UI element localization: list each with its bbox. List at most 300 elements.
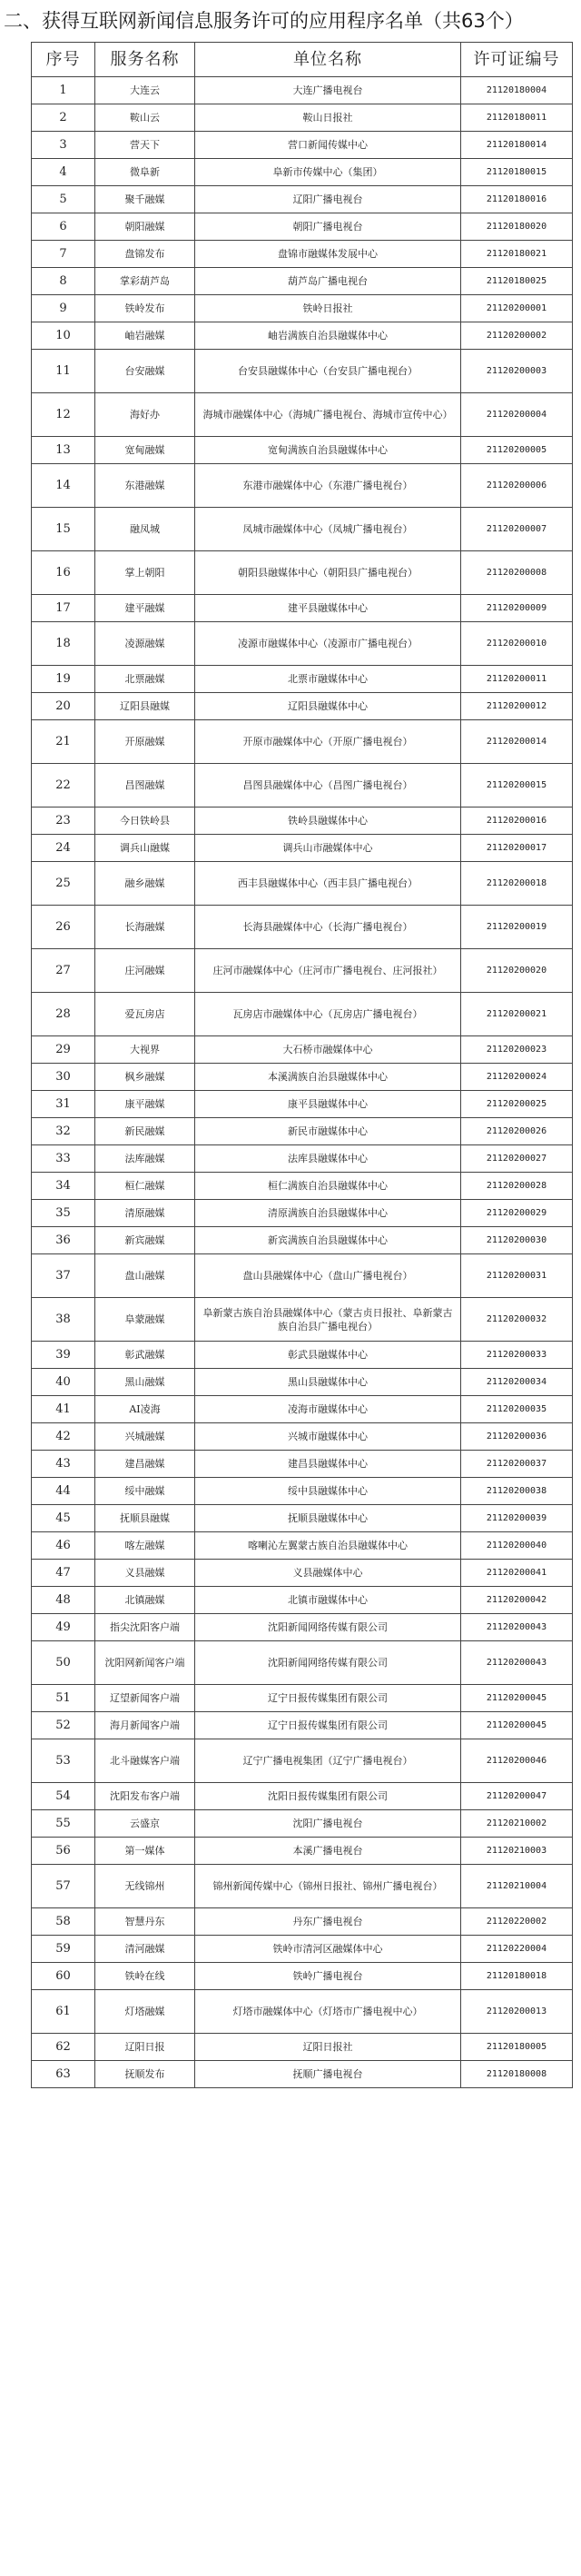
cell-service-name: 彰武融媒 <box>95 1342 195 1369</box>
cell-unit-name: 抚顺广播电视台 <box>195 2061 461 2088</box>
cell-seq: 3 <box>32 132 95 159</box>
cell-license-no: 21120180015 <box>461 159 573 186</box>
cell-license-no: 21120200026 <box>461 1118 573 1145</box>
cell-service-name: 云盛京 <box>95 1810 195 1838</box>
table-row <box>32 993 573 1036</box>
cell-unit-name: 辽宁日报传媒集团有限公司 <box>195 1685 461 1712</box>
table-row <box>32 1505 573 1532</box>
cell-service-name: AI凌海 <box>95 1396 195 1423</box>
cell-unit-name: 绥中县融媒体中心 <box>195 1478 461 1505</box>
table-row <box>32 835 573 862</box>
cell-service-name: 新民融媒 <box>95 1118 195 1145</box>
cell-unit-name: 凤城市融媒体中心（凤城广播电视台） <box>195 508 461 551</box>
cell-license-no: 21120200040 <box>461 1532 573 1560</box>
cell-unit-name: 西丰县融媒体中心（西丰县广播电视台） <box>195 862 461 906</box>
cell-seq: 53 <box>32 1739 95 1783</box>
cell-license-no: 21120200002 <box>461 322 573 350</box>
cell-seq: 35 <box>32 1200 95 1227</box>
table-body <box>32 77 573 2088</box>
cell-license-no: 21120200042 <box>461 1587 573 1614</box>
cell-license-no: 21120180014 <box>461 132 573 159</box>
cell-unit-name: 朝阳广播电视台 <box>195 213 461 241</box>
cell-service-name: 盘锦发布 <box>95 241 195 268</box>
table-header <box>32 43 573 77</box>
table-row <box>32 1342 573 1369</box>
cell-service-name: 铁岭在线 <box>95 1963 195 1990</box>
cell-service-name: 大视界 <box>95 1036 195 1064</box>
cell-seq: 38 <box>32 1298 95 1342</box>
cell-license-no: 21120200046 <box>461 1739 573 1783</box>
cell-license-no: 21120200024 <box>461 1064 573 1091</box>
cell-license-no: 21120200005 <box>461 437 573 464</box>
cell-license-no: 21120210002 <box>461 1810 573 1838</box>
cell-license-no: 21120200045 <box>461 1712 573 1739</box>
cell-service-name: 融凤城 <box>95 508 195 551</box>
cell-unit-name: 新宾满族自治县融媒体中心 <box>195 1227 461 1254</box>
cell-unit-name: 兴城市融媒体中心 <box>195 1423 461 1451</box>
table-row <box>32 268 573 295</box>
cell-seq: 30 <box>32 1064 95 1091</box>
cell-license-no: 21120180018 <box>461 1963 573 1990</box>
cell-seq: 15 <box>32 508 95 551</box>
table-row <box>32 1963 573 1990</box>
header-license-no: 许可证编号 <box>461 43 573 77</box>
cell-unit-name: 建平县融媒体中心 <box>195 595 461 622</box>
table-row <box>32 1685 573 1712</box>
cell-seq: 37 <box>32 1254 95 1298</box>
cell-license-no: 21120210003 <box>461 1838 573 1865</box>
table-row <box>32 1423 573 1451</box>
cell-service-name: 掌上朝阳 <box>95 551 195 595</box>
cell-seq: 63 <box>32 2061 95 2088</box>
cell-service-name: 辽阳日报 <box>95 2034 195 2061</box>
cell-service-name: 鞍山云 <box>95 104 195 132</box>
cell-license-no: 21120200031 <box>461 1254 573 1298</box>
cell-license-no: 21120180020 <box>461 213 573 241</box>
table-row <box>32 1173 573 1200</box>
table-row <box>32 720 573 764</box>
cell-seq: 6 <box>32 213 95 241</box>
cell-license-no: 21120200045 <box>461 1685 573 1712</box>
cell-license-no: 21120200016 <box>461 807 573 835</box>
cell-license-no: 21120200020 <box>461 949 573 993</box>
cell-seq: 8 <box>32 268 95 295</box>
cell-service-name: 今日铁岭县 <box>95 807 195 835</box>
cell-seq: 14 <box>32 464 95 508</box>
cell-service-name: 智慧丹东 <box>95 1908 195 1936</box>
cell-license-no: 21120200015 <box>461 764 573 807</box>
cell-service-name: 庄河融媒 <box>95 949 195 993</box>
cell-unit-name: 铁岭日报社 <box>195 295 461 322</box>
table-row <box>32 1200 573 1227</box>
cell-seq: 7 <box>32 241 95 268</box>
cell-unit-name: 沈阳广播电视台 <box>195 1810 461 1838</box>
cell-license-no: 21120200033 <box>461 1342 573 1369</box>
document-title: 二、获得互联网新闻信息服务许可的应用程序名单（共63个） <box>4 10 524 32</box>
cell-unit-name: 黑山县融媒体中心 <box>195 1369 461 1396</box>
cell-license-no: 21120200017 <box>461 835 573 862</box>
cell-service-name: 海月新闻客户端 <box>95 1712 195 1739</box>
cell-seq: 9 <box>32 295 95 322</box>
cell-unit-name: 庄河市融媒体中心（庄河市广播电视台、庄河报社） <box>195 949 461 993</box>
cell-license-no: 21120200025 <box>461 1091 573 1118</box>
cell-unit-name: 法库县融媒体中心 <box>195 1145 461 1173</box>
cell-service-name: 枫乡融媒 <box>95 1064 195 1091</box>
cell-license-no: 21120200028 <box>461 1173 573 1200</box>
cell-unit-name: 开原市融媒体中心（开原广播电视台） <box>195 720 461 764</box>
cell-seq: 21 <box>32 720 95 764</box>
cell-unit-name: 本溪满族自治县融媒体中心 <box>195 1064 461 1091</box>
cell-seq: 2 <box>32 104 95 132</box>
table-row <box>32 862 573 906</box>
cell-service-name: 新宾融媒 <box>95 1227 195 1254</box>
cell-unit-name: 本溪广播电视台 <box>195 1838 461 1865</box>
table-row <box>32 186 573 213</box>
cell-service-name: 盘山融媒 <box>95 1254 195 1298</box>
table-row <box>32 1783 573 1810</box>
table-row <box>32 104 573 132</box>
table-row <box>32 1227 573 1254</box>
table-row <box>32 393 573 437</box>
table-row <box>32 1838 573 1865</box>
cell-service-name: 无线锦州 <box>95 1865 195 1908</box>
cell-license-no: 21120200013 <box>461 1990 573 2034</box>
cell-license-no: 21120200012 <box>461 693 573 720</box>
table-row <box>32 807 573 835</box>
cell-seq: 34 <box>32 1173 95 1200</box>
cell-seq: 33 <box>32 1145 95 1173</box>
cell-service-name: 昌图融媒 <box>95 764 195 807</box>
cell-service-name: 灯塔融媒 <box>95 1990 195 2034</box>
cell-service-name: 北镇融媒 <box>95 1587 195 1614</box>
cell-license-no: 21120200009 <box>461 595 573 622</box>
table-row <box>32 1064 573 1091</box>
cell-seq: 31 <box>32 1091 95 1118</box>
cell-license-no: 21120220004 <box>461 1936 573 1963</box>
cell-unit-name: 葫芦岛广播电视台 <box>195 268 461 295</box>
cell-service-name: 开原融媒 <box>95 720 195 764</box>
cell-seq: 10 <box>32 322 95 350</box>
table-row <box>32 213 573 241</box>
cell-unit-name: 灯塔市融媒体中心（灯塔市广播电视中心） <box>195 1990 461 2034</box>
cell-unit-name: 辽阳日报社 <box>195 2034 461 2061</box>
table-row <box>32 1641 573 1685</box>
cell-unit-name: 昌图县融媒体中心（昌图广播电视台） <box>195 764 461 807</box>
table-row <box>32 693 573 720</box>
cell-license-no: 21120200018 <box>461 862 573 906</box>
cell-seq: 25 <box>32 862 95 906</box>
cell-service-name: 海好办 <box>95 393 195 437</box>
cell-license-no: 21120200038 <box>461 1478 573 1505</box>
table-row <box>32 322 573 350</box>
cell-seq: 11 <box>32 350 95 393</box>
cell-seq: 50 <box>32 1641 95 1685</box>
cell-unit-name: 阜新蒙古族自治县融媒体中心（蒙古贞日报社、阜新蒙古族自治县广播电视台） <box>195 1298 461 1342</box>
cell-seq: 56 <box>32 1838 95 1865</box>
cell-license-no: 21120200010 <box>461 622 573 666</box>
cell-unit-name: 辽阳广播电视台 <box>195 186 461 213</box>
table-row <box>32 77 573 104</box>
cell-service-name: 辽阳县融媒 <box>95 693 195 720</box>
cell-unit-name: 新民市融媒体中心 <box>195 1118 461 1145</box>
cell-license-no: 21120180021 <box>461 241 573 268</box>
cell-service-name: 绥中融媒 <box>95 1478 195 1505</box>
cell-unit-name: 辽宁日报传媒集团有限公司 <box>195 1712 461 1739</box>
cell-license-no: 21120200003 <box>461 350 573 393</box>
table-row <box>32 1254 573 1298</box>
cell-seq: 54 <box>32 1783 95 1810</box>
cell-seq: 23 <box>32 807 95 835</box>
cell-license-no: 21120180025 <box>461 268 573 295</box>
cell-unit-name: 清原满族自治县融媒体中心 <box>195 1200 461 1227</box>
cell-service-name: 阜蒙融媒 <box>95 1298 195 1342</box>
cell-service-name: 喀左融媒 <box>95 1532 195 1560</box>
cell-unit-name: 抚顺县融媒体中心 <box>195 1505 461 1532</box>
cell-service-name: 聚千融媒 <box>95 186 195 213</box>
cell-service-name: 沈阳网新闻客户端 <box>95 1641 195 1685</box>
table-row <box>32 1298 573 1342</box>
cell-service-name: 桓仁融媒 <box>95 1173 195 1200</box>
table-row <box>32 1865 573 1908</box>
header-unit-name: 单位名称 <box>195 43 461 77</box>
cell-seq: 47 <box>32 1560 95 1587</box>
cell-service-name: 爱瓦房店 <box>95 993 195 1036</box>
cell-unit-name: 阜新市传媒中心（集团） <box>195 159 461 186</box>
cell-service-name: 融乡融媒 <box>95 862 195 906</box>
table-row <box>32 1810 573 1838</box>
cell-service-name: 抚顺县融媒 <box>95 1505 195 1532</box>
table-row <box>32 764 573 807</box>
table-row <box>32 241 573 268</box>
license-table <box>31 42 573 2088</box>
cell-unit-name: 大连广播电视台 <box>195 77 461 104</box>
cell-unit-name: 鞍山日报社 <box>195 104 461 132</box>
cell-license-no: 21120180016 <box>461 186 573 213</box>
cell-unit-name: 康平县融媒体中心 <box>195 1091 461 1118</box>
table-row <box>32 1036 573 1064</box>
cell-seq: 49 <box>32 1614 95 1641</box>
cell-seq: 1 <box>32 77 95 104</box>
cell-service-name: 宽甸融媒 <box>95 437 195 464</box>
cell-seq: 20 <box>32 693 95 720</box>
table-row <box>32 508 573 551</box>
table-row <box>32 1478 573 1505</box>
cell-service-name: 建昌融媒 <box>95 1451 195 1478</box>
cell-license-no: 21120200006 <box>461 464 573 508</box>
cell-unit-name: 铁岭市清河区融媒体中心 <box>195 1936 461 1963</box>
cell-unit-name: 台安县融媒体中心（台安县广播电视台） <box>195 350 461 393</box>
table-row <box>32 1614 573 1641</box>
cell-license-no: 21120200032 <box>461 1298 573 1342</box>
cell-seq: 59 <box>32 1936 95 1963</box>
cell-license-no: 21120200030 <box>461 1227 573 1254</box>
cell-seq: 27 <box>32 949 95 993</box>
cell-seq: 42 <box>32 1423 95 1451</box>
table-row <box>32 464 573 508</box>
cell-license-no: 21120200036 <box>461 1423 573 1451</box>
cell-service-name: 长海融媒 <box>95 906 195 949</box>
cell-license-no: 21120220002 <box>461 1908 573 1936</box>
cell-unit-name: 岫岩满族自治县融媒体中心 <box>195 322 461 350</box>
cell-seq: 26 <box>32 906 95 949</box>
table-row <box>32 1091 573 1118</box>
cell-license-no: 21120180008 <box>461 2061 573 2088</box>
cell-seq: 5 <box>32 186 95 213</box>
cell-license-no: 21120200037 <box>461 1451 573 1478</box>
cell-license-no: 21120200035 <box>461 1396 573 1423</box>
cell-license-no: 21120200027 <box>461 1145 573 1173</box>
cell-seq: 13 <box>32 437 95 464</box>
cell-unit-name: 辽阳县融媒体中心 <box>195 693 461 720</box>
cell-seq: 4 <box>32 159 95 186</box>
cell-license-no: 21120200001 <box>461 295 573 322</box>
cell-unit-name: 瓦房店市融媒体中心（瓦房店广播电视台） <box>195 993 461 1036</box>
cell-unit-name: 宽甸满族自治县融媒体中心 <box>195 437 461 464</box>
table-row <box>32 595 573 622</box>
cell-seq: 57 <box>32 1865 95 1908</box>
cell-license-no: 21120200023 <box>461 1036 573 1064</box>
cell-seq: 39 <box>32 1342 95 1369</box>
table-row <box>32 949 573 993</box>
cell-service-name: 义县融媒 <box>95 1560 195 1587</box>
cell-seq: 46 <box>32 1532 95 1560</box>
cell-service-name: 兴城融媒 <box>95 1423 195 1451</box>
table-row <box>32 551 573 595</box>
table-row <box>32 1532 573 1560</box>
cell-service-name: 康平融媒 <box>95 1091 195 1118</box>
table-row <box>32 295 573 322</box>
cell-unit-name: 义县融媒体中心 <box>195 1560 461 1587</box>
cell-seq: 48 <box>32 1587 95 1614</box>
cell-license-no: 21120200019 <box>461 906 573 949</box>
table-row <box>32 2061 573 2088</box>
cell-seq: 36 <box>32 1227 95 1254</box>
cell-seq: 40 <box>32 1369 95 1396</box>
cell-service-name: 清原融媒 <box>95 1200 195 1227</box>
cell-service-name: 沈阳发布客户端 <box>95 1783 195 1810</box>
cell-service-name: 北斗融媒客户端 <box>95 1739 195 1783</box>
cell-service-name: 辽望新闻客户端 <box>95 1685 195 1712</box>
cell-seq: 22 <box>32 764 95 807</box>
cell-unit-name: 凌海市融媒体中心 <box>195 1396 461 1423</box>
cell-seq: 44 <box>32 1478 95 1505</box>
table-row <box>32 1369 573 1396</box>
cell-unit-name: 铁岭广播电视台 <box>195 1963 461 1990</box>
cell-seq: 52 <box>32 1712 95 1739</box>
cell-license-no: 21120200011 <box>461 666 573 693</box>
cell-license-no: 21120200034 <box>461 1369 573 1396</box>
cell-unit-name: 铁岭县融媒体中心 <box>195 807 461 835</box>
cell-unit-name: 营口新闻传媒中心 <box>195 132 461 159</box>
cell-service-name: 铁岭发布 <box>95 295 195 322</box>
cell-service-name: 指尖沈阳客户端 <box>95 1614 195 1641</box>
table-row <box>32 1451 573 1478</box>
cell-unit-name: 朝阳县融媒体中心（朝阳县广播电视台） <box>195 551 461 595</box>
table-row <box>32 666 573 693</box>
table-row <box>32 1145 573 1173</box>
cell-license-no: 21120200039 <box>461 1505 573 1532</box>
cell-service-name: 第一媒体 <box>95 1838 195 1865</box>
cell-unit-name: 锦州新闻传媒中心（锦州日报社、锦州广播电视台） <box>195 1865 461 1908</box>
cell-seq: 55 <box>32 1810 95 1838</box>
table-row <box>32 2034 573 2061</box>
cell-license-no: 21120180004 <box>461 77 573 104</box>
cell-unit-name: 调兵山市融媒体中心 <box>195 835 461 862</box>
cell-license-no: 21120200043 <box>461 1614 573 1641</box>
cell-seq: 32 <box>32 1118 95 1145</box>
table-row <box>32 906 573 949</box>
cell-unit-name: 大石桥市融媒体中心 <box>195 1036 461 1064</box>
cell-license-no: 21120200008 <box>461 551 573 595</box>
header-service-name: 服务名称 <box>95 43 195 77</box>
cell-license-no: 21120200007 <box>461 508 573 551</box>
cell-service-name: 岫岩融媒 <box>95 322 195 350</box>
cell-seq: 28 <box>32 993 95 1036</box>
table-row <box>32 1990 573 2034</box>
cell-license-no: 21120210004 <box>461 1865 573 1908</box>
cell-unit-name: 丹东广播电视台 <box>195 1908 461 1936</box>
cell-unit-name: 盘山县融媒体中心（盘山广播电视台） <box>195 1254 461 1298</box>
cell-license-no: 21120200047 <box>461 1783 573 1810</box>
cell-license-no: 21120180005 <box>461 2034 573 2061</box>
cell-seq: 29 <box>32 1036 95 1064</box>
header-seq: 序号 <box>32 43 95 77</box>
cell-seq: 43 <box>32 1451 95 1478</box>
cell-unit-name: 北镇市融媒体中心 <box>195 1587 461 1614</box>
cell-seq: 61 <box>32 1990 95 2034</box>
cell-unit-name: 沈阳日报传媒集团有限公司 <box>195 1783 461 1810</box>
table-row <box>32 1712 573 1739</box>
cell-seq: 19 <box>32 666 95 693</box>
cell-seq: 51 <box>32 1685 95 1712</box>
table-row <box>32 1936 573 1963</box>
table-row <box>32 1587 573 1614</box>
cell-service-name: 台安融媒 <box>95 350 195 393</box>
table-row <box>32 159 573 186</box>
table-row <box>32 1560 573 1587</box>
cell-service-name: 黑山融媒 <box>95 1369 195 1396</box>
table-row <box>32 350 573 393</box>
cell-license-no: 21120180011 <box>461 104 573 132</box>
table-row <box>32 1396 573 1423</box>
cell-license-no: 21120200041 <box>461 1560 573 1587</box>
table-row <box>32 437 573 464</box>
table-row <box>32 1739 573 1783</box>
cell-service-name: 北票融媒 <box>95 666 195 693</box>
cell-license-no: 21120200021 <box>461 993 573 1036</box>
cell-unit-name: 盘锦市融媒体发展中心 <box>195 241 461 268</box>
cell-unit-name: 喀喇沁左翼蒙古族自治县融媒体中心 <box>195 1532 461 1560</box>
cell-service-name: 调兵山融媒 <box>95 835 195 862</box>
cell-service-name: 微阜新 <box>95 159 195 186</box>
cell-seq: 18 <box>32 622 95 666</box>
cell-service-name: 营天下 <box>95 132 195 159</box>
cell-license-no: 21120200029 <box>461 1200 573 1227</box>
header-row <box>32 43 573 77</box>
cell-seq: 24 <box>32 835 95 862</box>
cell-unit-name: 凌源市融媒体中心（凌源市广播电视台） <box>195 622 461 666</box>
cell-unit-name: 长海县融媒体中心（长海广播电视台） <box>195 906 461 949</box>
cell-service-name: 东港融媒 <box>95 464 195 508</box>
cell-service-name: 大连云 <box>95 77 195 104</box>
cell-unit-name: 海城市融媒体中心（海城广播电视台、海城市宣传中心） <box>195 393 461 437</box>
table-row <box>32 622 573 666</box>
cell-service-name: 清河融媒 <box>95 1936 195 1963</box>
cell-service-name: 朝阳融媒 <box>95 213 195 241</box>
cell-service-name: 建平融媒 <box>95 595 195 622</box>
cell-seq: 58 <box>32 1908 95 1936</box>
cell-seq: 41 <box>32 1396 95 1423</box>
